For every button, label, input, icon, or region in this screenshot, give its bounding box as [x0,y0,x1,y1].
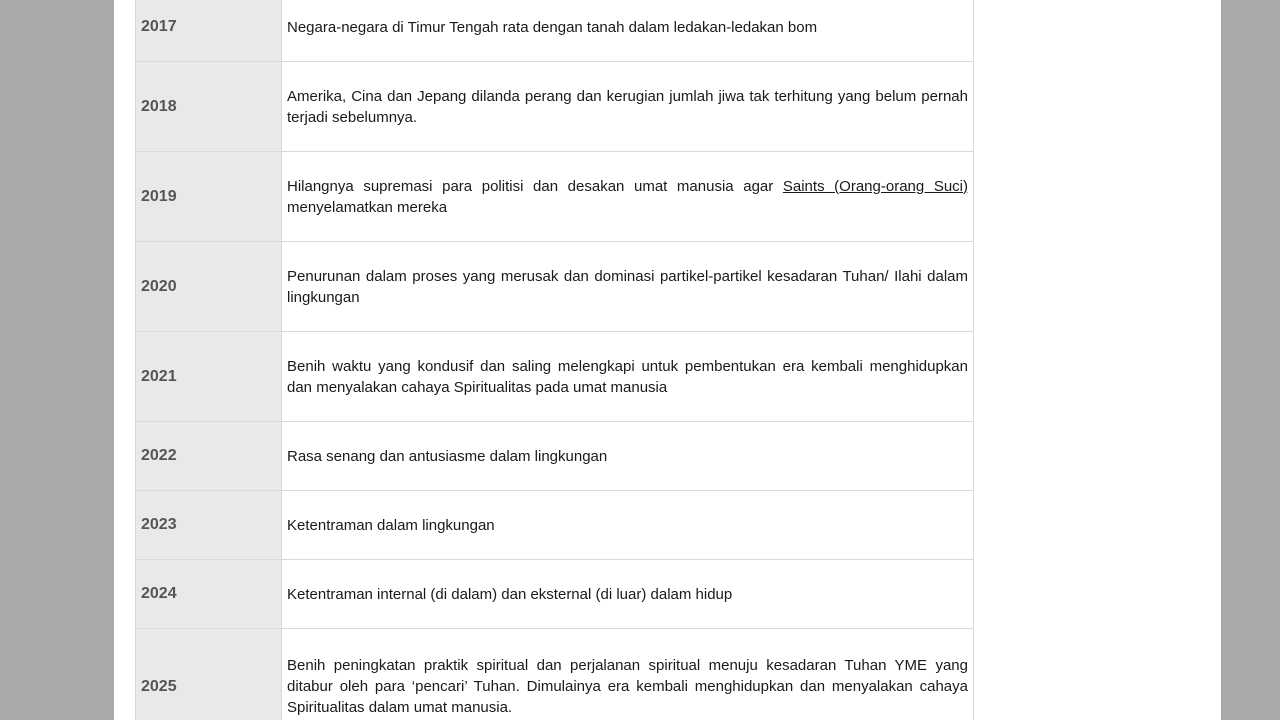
description-cell: Amerika, Cina dan Jepang dilanda perang dan kerugian jumlah jiwa tak terhitung yang belum pernah terjadi sebelumnya. [282,62,974,152]
year-cell: 2020 [136,242,282,332]
description-cell: Ketentraman internal (di dalam) dan eksternal (di luar) dalam hidup [282,560,974,629]
year-cell: 2018 [136,62,282,152]
year-cell: 2024 [136,560,282,629]
description-cell: Rasa senang dan antusiasme dalam lingkungan [282,422,974,491]
timeline-table [135,0,974,720]
year-cell: 2025 [136,629,282,720]
table-row [136,560,974,629]
table-row [136,422,974,491]
year-cell: 2021 [136,332,282,422]
year-cell: 2022 [136,422,282,491]
description-cell [282,152,974,242]
table-row [136,629,974,720]
table-row [136,332,974,422]
description-text: Hilangnya supremasi para politisi dan desakan umat manusia agar [287,177,783,195]
year-cell: 2023 [136,491,282,560]
saints-link[interactable]: Saints (Orang-orang Suci) [782,177,968,195]
table-row [136,62,974,152]
table-row [136,491,974,560]
description-cell: Penurunan dalam proses yang merusak dan dominasi partikel-partikel kesadaran Tuhan/ Ilahi dalam lingkungan [282,242,974,332]
year-cell: 2017 [136,0,282,62]
description-cell: Benih peningkatan praktik spiritual dan perjalanan spiritual menuju kesadaran Tuhan YME yang ditabur oleh para ‘pencari’ Tuhan. Dimulainya era kembali menghidupkan dan menyalakan cahaya Spiritualitas dalam umat manusia. [282,629,974,720]
document-page [114,0,1221,720]
table-row [136,0,974,62]
year-cell: 2019 [136,152,282,242]
description-cell: Ketentraman dalam lingkungan [282,491,974,560]
description-cell: Negara-negara di Timur Tengah rata dengan tanah dalam ledakan-ledakan bom [282,0,974,62]
description-text: menyelamatkan mereka [287,198,448,216]
description-cell: Benih waktu yang kondusif dan saling melengkapi untuk pembentukan era kembali menghidupkan dan menyalakan cahaya Spiritualitas pada umat manusia [282,332,974,422]
table-row [136,242,974,332]
table-row [136,152,974,242]
